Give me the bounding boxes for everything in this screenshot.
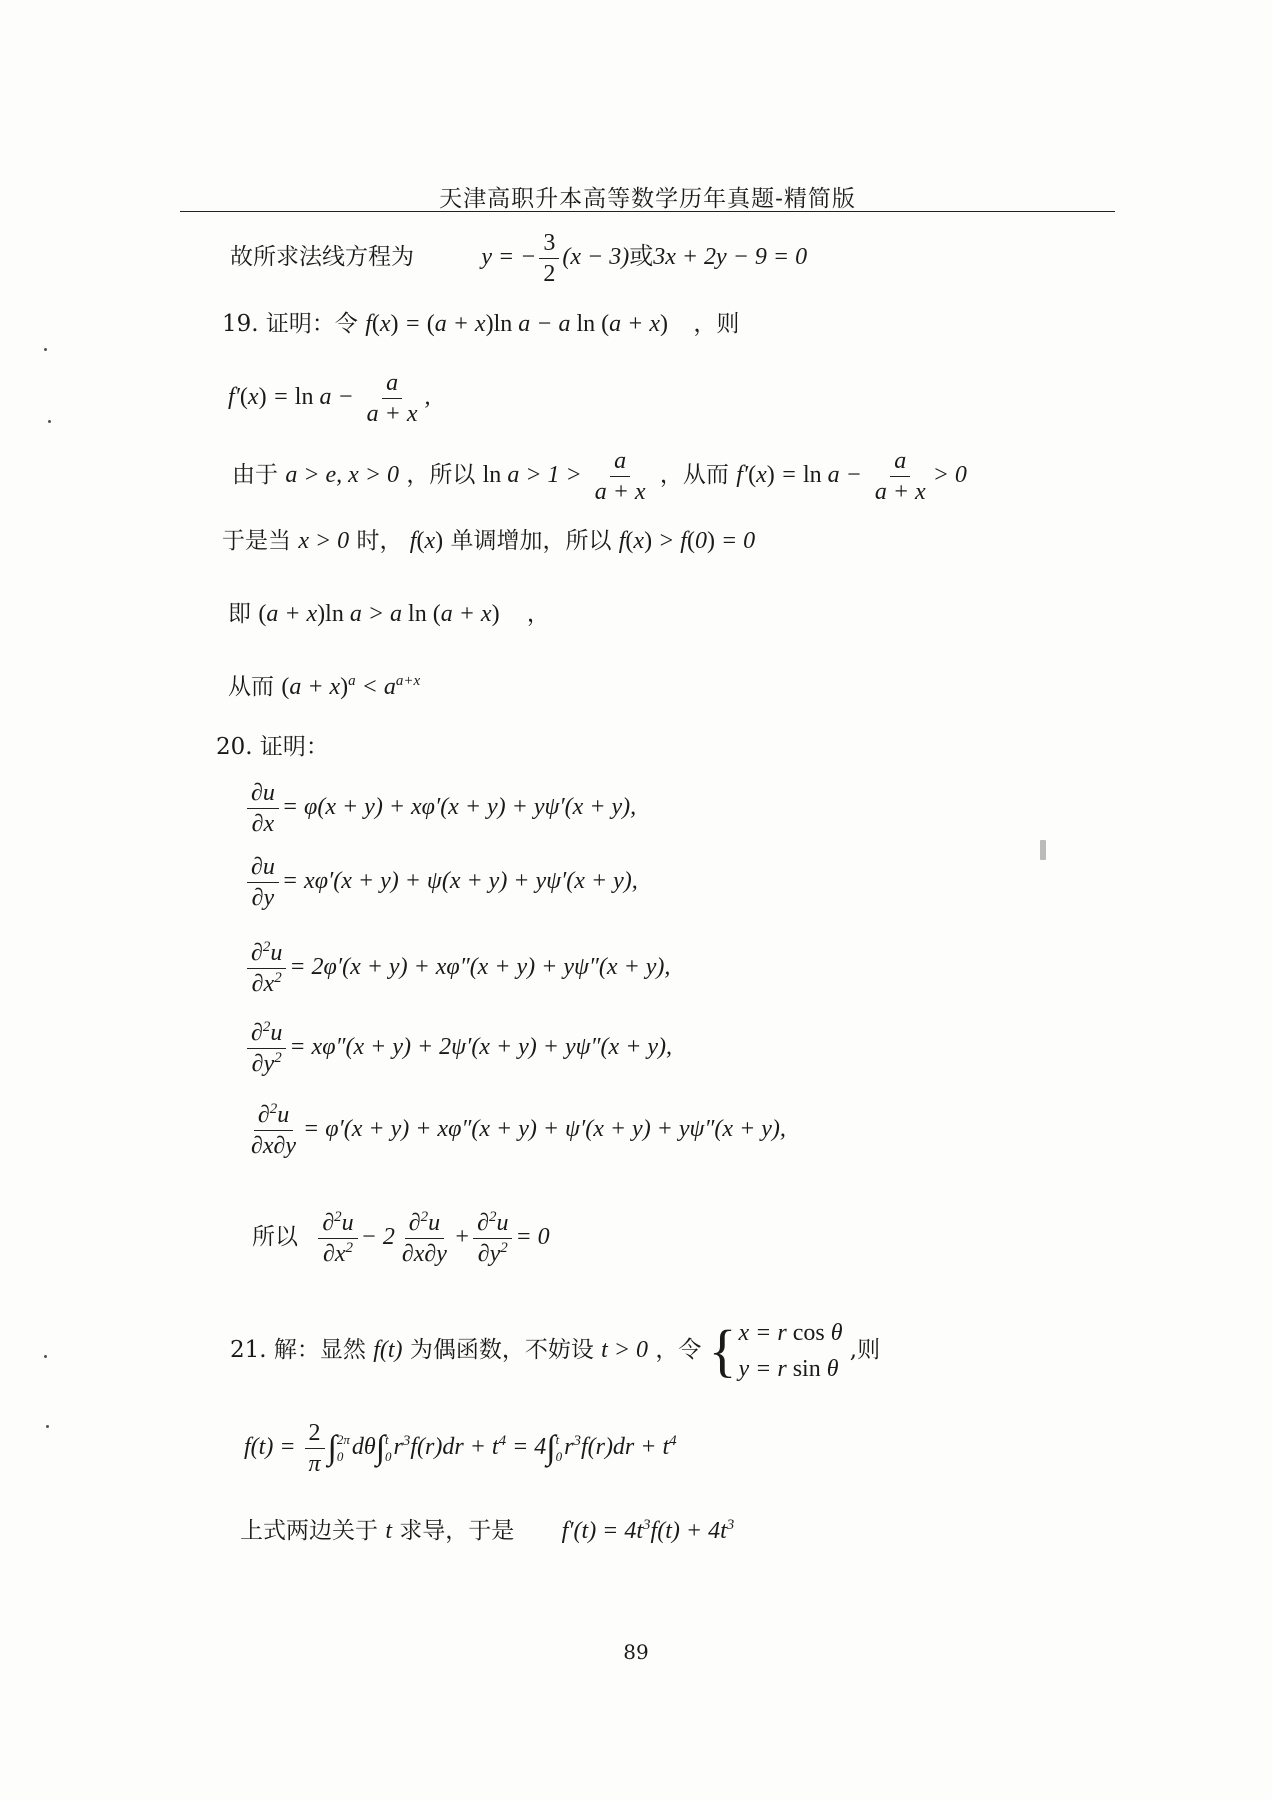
- thus-label: ，从而: [659, 462, 729, 489]
- d2u-dy2-formula: $\frac{\partial^2u}{\partial y^2}$ = xφ″(x + y) + 2ψ′(x + y) + yψ″(x + y),: [244, 1034, 672, 1060]
- d2u-dxdy-formula: $\frac{\partial^2u}{\partial x\partial y}$ = φ′(x + y) + xφ″(x + y) + ψ′(x + y) + yψ″(x + y),: [251, 1101, 786, 1159]
- laplace-result: $\frac{\partial^2u}{\partial x^2}$ − 2 $\frac{\partial^2u}{\partial x\partial y}$ + $\frac{\partial^2u}{\partial y^2}$ = 0: [315, 1224, 549, 1250]
- problem-19-label: 19. 证明：令: [222, 311, 358, 337]
- page-header: 天津高职升本高等数学历年真题-精简版: [439, 186, 856, 212]
- problem-19-then: ，则: [693, 311, 740, 337]
- differentiate-line: [240, 1512, 734, 1545]
- problem-19-heading: [222, 305, 739, 338]
- fx-symbol: f(x): [409, 528, 444, 554]
- d2u-dx2-formula: $\frac{\partial^2u}{\partial x^2}$ = 2φ′(x + y) + xφ″(x + y) + yψ″(x + y),: [244, 954, 670, 980]
- page-number: 89: [623, 1640, 649, 1664]
- polar-substitution: { x = r cos θ y = r sin θ: [708, 1318, 843, 1383]
- scan-speck: [1040, 840, 1046, 860]
- normal-line-label: 故所求法线方程为: [230, 244, 414, 271]
- derivative-then-label: 求导，于是: [399, 1518, 515, 1544]
- even-function-label: 为偶函数，不妨设: [409, 1337, 594, 1363]
- normal-line-formula: y = − $\frac{3}{2}$ (x − 3)或3x + 2y − 9 = 0: [481, 230, 808, 287]
- du-dx-line: [244, 778, 636, 839]
- x-positive: x > 0: [298, 528, 350, 554]
- d2u-dxdy-line: [244, 1100, 786, 1161]
- scan-speck: [44, 348, 47, 351]
- problem-21-label: 21. 解：显然: [230, 1337, 366, 1363]
- so-label: ，所以: [406, 462, 476, 489]
- hence-label: 从而: [228, 674, 274, 700]
- normal-line-equation: [230, 228, 807, 289]
- let-label: ，令: [655, 1337, 702, 1363]
- d2u-dy2-line: [244, 1018, 672, 1079]
- differentiate-label: 上式两边关于: [240, 1518, 378, 1544]
- i-e-line: 即 (a + x)ln a > a ln (a + x) ，: [228, 601, 550, 627]
- then-label: ,则: [849, 1337, 881, 1363]
- d2u-dx2-line: [244, 938, 670, 999]
- since-label: 由于: [232, 462, 278, 489]
- i-e-label: 即: [228, 601, 251, 627]
- t-symbol: t: [385, 1518, 392, 1544]
- du-dx-formula: $\frac{\partial u}{\partial x}$ = φ(x + y) + xφ′(x + y) + yψ′(x + y),: [244, 794, 636, 820]
- i-e-inequality: (a + x)ln a > a ln (a + x): [258, 601, 500, 627]
- scan-speck: [48, 420, 51, 423]
- when-label: 于是当: [222, 528, 291, 554]
- header-divider: [180, 211, 1115, 212]
- ft-symbol: f(t): [373, 1337, 403, 1363]
- conclusion-19: [228, 668, 420, 701]
- since-inequality: ln a > 1 > $\frac{a}{a + x}$: [482, 448, 646, 505]
- derivative-line: [228, 368, 431, 429]
- since-line: [232, 446, 967, 507]
- ft-derivative-formula: $f'(t) = 4t^3f(t) + 4t^3$: [561, 1517, 735, 1544]
- since-condition: a > e, x > 0: [285, 462, 400, 489]
- ft-integral-formula: f(t) = $\frac{2}{\pi}$ ∫ 2π 0 dθ∫ t 0 $r^3f(r)dr + t^4 = 4\int$ t 0 $r^3f(r)dr + t^4$: [244, 1420, 677, 1477]
- time-label: 时，: [356, 528, 403, 554]
- therefore-20: [252, 1208, 550, 1269]
- ft-integral-line: [244, 1418, 677, 1479]
- increasing-label: 单调增加，所以: [450, 528, 612, 554]
- derivative-positive: f′(x) = ln a − $\frac{a}{a + x}$ > 0: [736, 448, 967, 505]
- conclusion-19-formula: $(a + x)^a < a^{a+x}$: [281, 673, 421, 700]
- monotonic-line: [222, 522, 755, 555]
- du-dy-formula: $\frac{\partial u}{\partial y}$ = xφ′(x + y) + ψ(x + y) + yψ′(x + y),: [244, 868, 638, 894]
- scan-speck: [44, 1355, 47, 1358]
- du-dy-line: [244, 852, 638, 913]
- problem-20-heading: 20. 证明：: [216, 734, 329, 760]
- t-positive: t > 0: [601, 1337, 649, 1363]
- fx-greater-f0: f(x) > f(0) = 0: [618, 528, 756, 554]
- derivative-formula: f′(x) = ln a − $\frac{a}{a + x}$ ,: [228, 370, 431, 427]
- scan-speck: [46, 1425, 49, 1428]
- problem-21-heading: [230, 1315, 880, 1387]
- problem-19-function: f(x) = (a + x)ln a − a ln (a + x): [365, 311, 668, 337]
- therefore-label: 所以: [252, 1224, 298, 1251]
